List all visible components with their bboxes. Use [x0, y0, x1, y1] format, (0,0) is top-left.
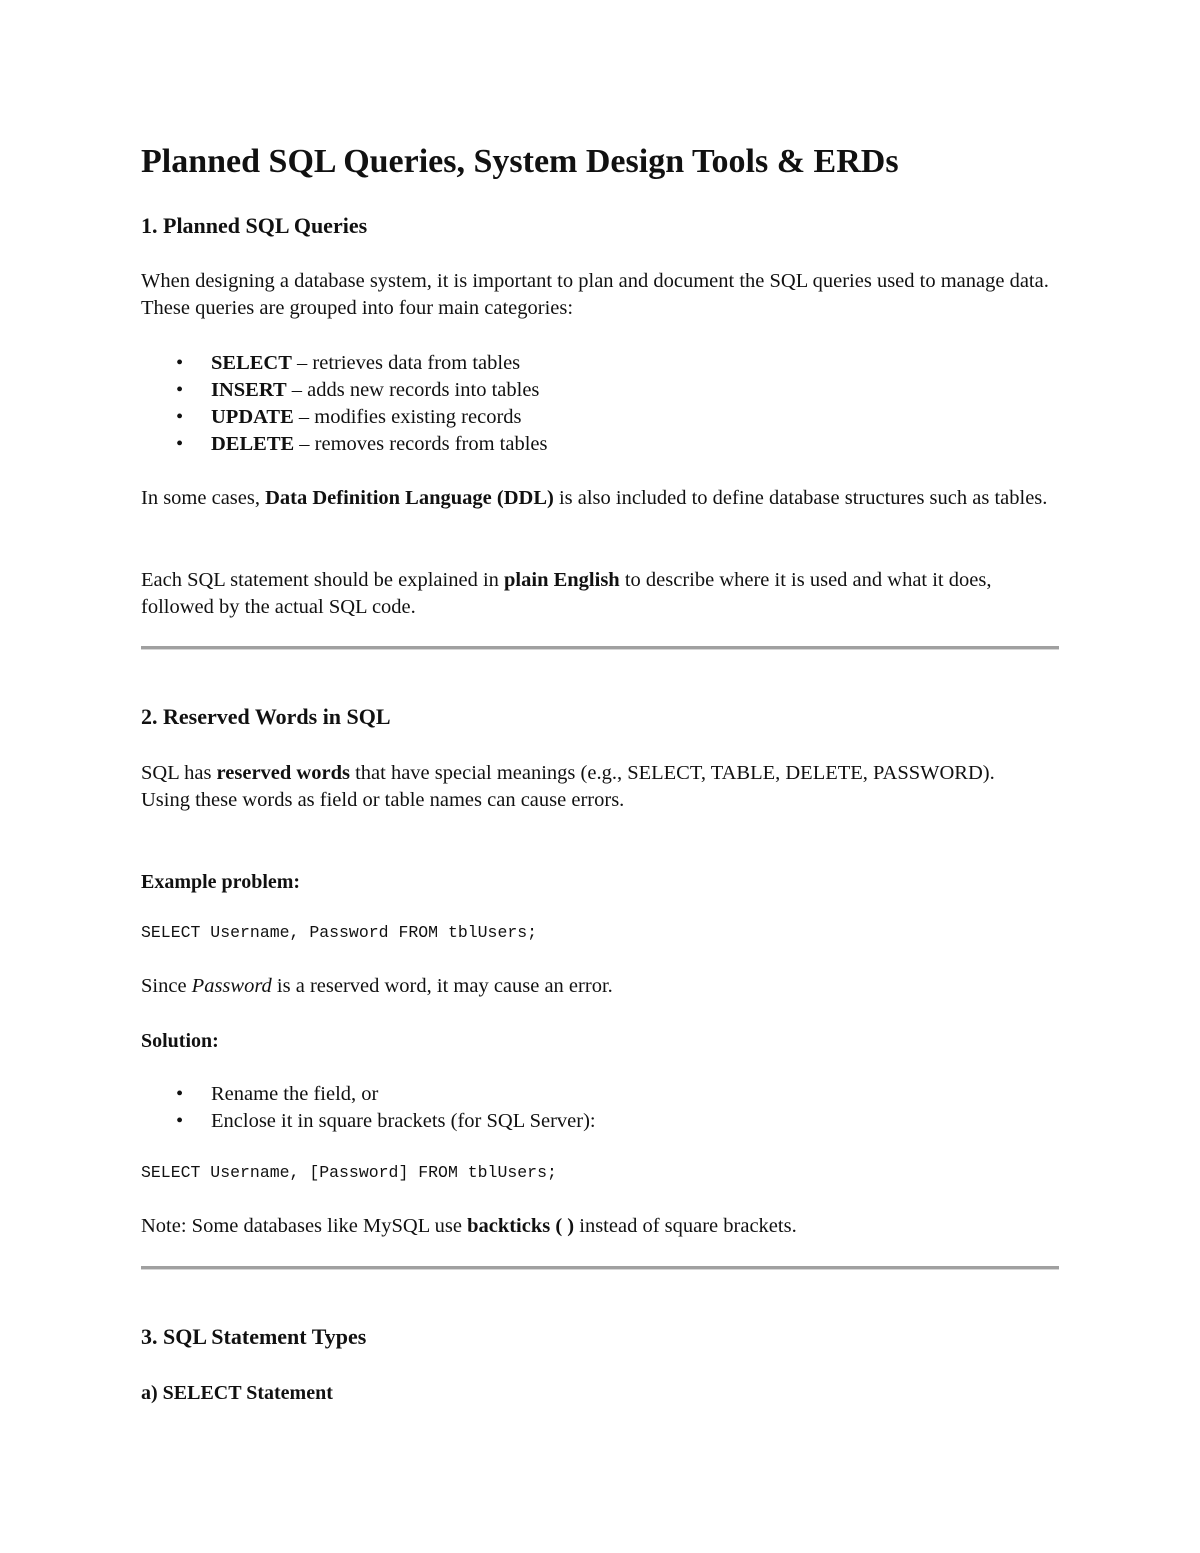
list-item: • UPDATE – modifies existing records — [141, 404, 548, 431]
list-item: • SELECT – retrieves data from tables — [141, 350, 548, 377]
example-code: SELECT Username, Password FROM tblUsers; — [141, 923, 538, 942]
note-paragraph: Note: Some databases like MySQL use backticks ( ) instead of square brackets. — [141, 1215, 797, 1237]
section-3-heading: 3. SQL Statement Types — [141, 1324, 367, 1349]
solution-code: SELECT Username, [Password] FROM tblUsers; — [141, 1163, 557, 1182]
section-2-heading: 2. Reserved Words in SQL — [141, 704, 391, 729]
list-item: • Enclose it in square brackets (for SQL Server): — [141, 1108, 596, 1135]
ddl-paragraph: In some cases, Data Definition Language (DDL) is also included to define database structures such as tables. — [141, 487, 1048, 509]
section-divider — [141, 1266, 1059, 1270]
section-divider — [141, 646, 1059, 650]
document-title: Planned SQL Queries, System Design Tools & ERDs — [141, 143, 899, 180]
bullet-icon: • — [176, 352, 184, 374]
since-paragraph: Since Password is a reserved word, it may cause an error. — [141, 975, 613, 997]
plain-english-paragraph: Each SQL statement should be explained in plain English to describe where it is used and what it does, followed by the actual SQL code. — [141, 569, 992, 618]
list-item: • Rename the field, or — [141, 1081, 596, 1108]
example-problem-label: Example problem: — [141, 871, 301, 893]
bullet-icon: • — [176, 406, 184, 428]
list-item: • INSERT – adds new records into tables — [141, 377, 548, 404]
solution-label: Solution: — [141, 1030, 219, 1052]
section-1-heading: 1. Planned SQL Queries — [141, 213, 368, 238]
bullet-icon: • — [176, 379, 184, 401]
bullet-icon: • — [176, 1083, 184, 1105]
reserved-words-paragraph: SQL has reserved words that have special meanings (e.g., SELECT, TABLE, DELETE, PASSWORD). Using these words as field or table names can cause errors. — [141, 762, 995, 811]
select-statement-subheading: a) SELECT Statement — [141, 1382, 333, 1404]
list-item: • DELETE – removes records from tables — [141, 431, 548, 458]
solutions-list — [141, 1081, 596, 1135]
bullet-icon: • — [176, 1110, 184, 1132]
query-categories-list — [141, 350, 548, 458]
section-1-intro: When designing a database system, it is important to plan and document the SQL queries used to manage data. These queries are grouped into four main categories: — [141, 270, 1049, 319]
bullet-icon: • — [176, 433, 184, 455]
